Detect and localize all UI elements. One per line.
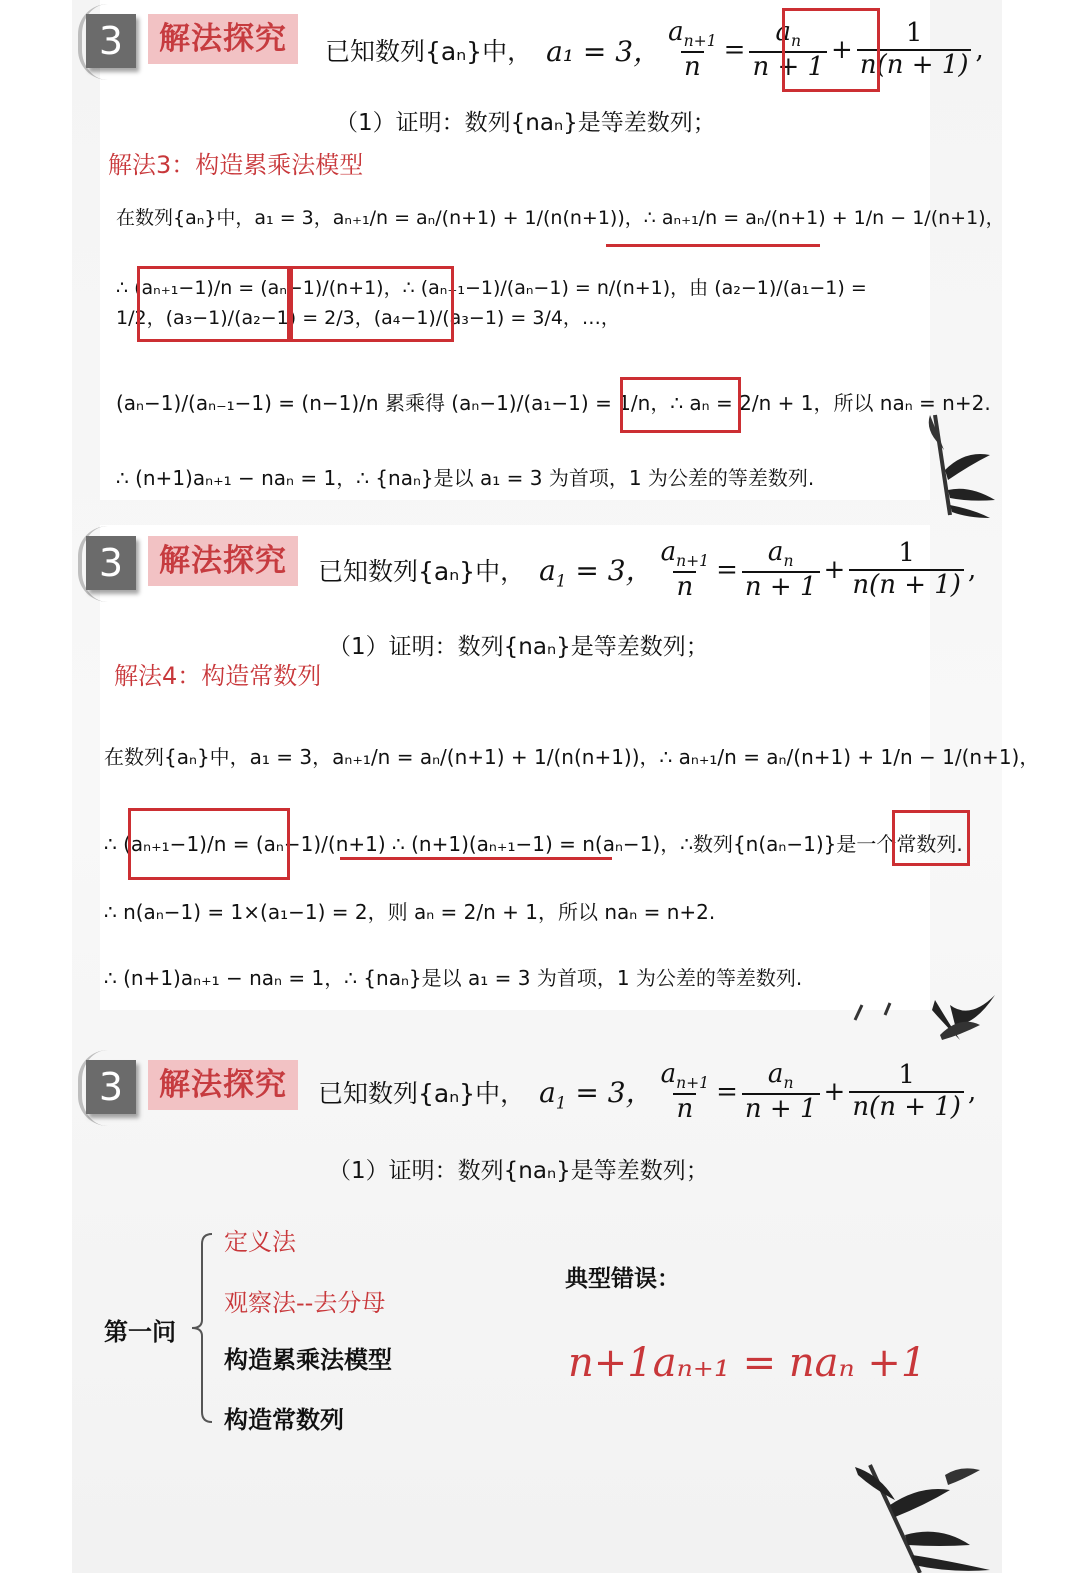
mindmap-bracket — [184, 1228, 224, 1428]
underline-mark — [606, 244, 820, 247]
highlight-box — [620, 377, 741, 433]
method-3-line3 — [116, 366, 991, 436]
section-1-question: （1）证明：数列{naₙ}是等差数列； — [335, 110, 716, 136]
section-2-question: （1）证明：数列{naₙ}是等差数列； — [328, 634, 709, 660]
mindmap-root: 第一问 — [104, 1318, 176, 1346]
section-1-badge — [78, 10, 308, 74]
given-a1: a₁ = 3， — [546, 35, 662, 68]
fraction: $\frac{a_{n+1}}{n}$ — [668, 16, 717, 82]
section-3-question: （1）证明：数列{naₙ}是等差数列； — [328, 1158, 709, 1184]
bamboo-leaves-icon — [850, 1455, 1000, 1573]
section-3-badge — [78, 1056, 308, 1120]
section-3-given: 已知数列{aₙ}中， $a_1 = 3$， $\frac{a_{n+1}}{n}$ = $\frac{a_n}{n + 1}$ + $\frac{1}{n(n + 1)}$ , — [318, 1058, 977, 1124]
badge-number: 3 — [86, 14, 136, 68]
given-text: 已知数列{aₙ}中， — [318, 1079, 526, 1108]
fraction: $\frac{a_{n+1}}{n}$ — [660, 536, 710, 602]
highlight-box — [128, 808, 290, 880]
fraction: $\frac{a_{n+1}}{n}$ — [660, 1058, 710, 1124]
branch-definition: 定义法 — [224, 1228, 296, 1256]
method-3-line1 — [116, 186, 1005, 246]
method-4-line1 — [104, 725, 1039, 785]
section-2-badge — [78, 532, 308, 596]
fraction: $\frac{1}{n(n + 1)}$ — [857, 19, 972, 81]
given-text: 已知数列{aₙ}中， — [325, 37, 533, 66]
line-text: ∴ n(aₙ−1) = 1×(a₁−1) = 2，则 aₙ = 2/n + 1，所以 naₙ = n+2. — [104, 899, 716, 924]
underline-mark — [340, 857, 612, 860]
line-text: (aₙ−1)/(aₙ₋₁−1) = (n−1)/n 累乘得 (aₙ−1)/(a₁−1) = 1/n，∴ aₙ = 2/n + 1，所以 naₙ = n+2. — [116, 390, 991, 415]
line-text: ∴ (aₙ₊₁−1)/n = (aₙ−1)/(n+1) ∴ (n+1)(aₙ₊₁−1) = n(aₙ−1)，∴数列{n(aₙ−1)}是一个常数列. — [104, 831, 963, 856]
highlight-box — [892, 810, 970, 866]
error-title: 典型错误： — [565, 1266, 680, 1292]
bamboo-leaves-icon — [920, 410, 1000, 520]
method-3-title: 解法3：构造累乘法模型 — [108, 151, 364, 179]
line-text: ∴ (aₙ₊₁−1)/n = (aₙ−1)/(n+1)，∴ (aₙ₊₁−1)/(aₙ−1) = n/(n+1)，由 (a₂−1)/(a₁−1) = 1/2，(a₃−1)/(a₂−1) = 2/3，(a₄−1)/(a₃−1) = 3/4，…， — [116, 276, 867, 329]
fraction: $\frac{1}{n(n + 1)}$ — [849, 1061, 964, 1123]
branch-constant: 构造常数列 — [224, 1406, 344, 1434]
fraction: $\frac{a_n}{n + 1}$ — [742, 538, 820, 603]
method-3-line4: ∴ (n+1)aₙ₊₁ − naₙ = 1，∴ {naₙ}是以 a₁ = 3 为首项，1 为公差的等差数列. — [116, 466, 815, 490]
branch-product: 构造累乘法模型 — [224, 1346, 392, 1374]
line-text: 在数列{aₙ}中，a₁ = 3，aₙ₊₁/n = aₙ/(n+1) + 1/(n(n+1))，∴ aₙ₊₁/n = aₙ/(n+1) + 1/n − 1/(n+1)， — [104, 744, 1040, 769]
highlight-box — [290, 266, 454, 342]
method-4-line3 — [104, 880, 715, 940]
method-4-title: 解法4：构造常数列 — [114, 662, 322, 690]
given-text: 已知数列{aₙ}中， — [318, 557, 526, 586]
badge-number: 3 — [86, 1060, 136, 1114]
fraction: $\frac{a_n}{n + 1}$ — [749, 18, 827, 83]
badge-label: 解法探究 — [148, 1060, 298, 1110]
error-formula: n+1aₙ₊₁ = naₙ +1 — [568, 1340, 927, 1386]
section-1-given: 已知数列{aₙ}中， a₁ = 3， $\frac{a_{n+1}}{n}$ = $\frac{a_n}{n + 1}$ + $\frac{1}{n(n + 1)}$ , — [325, 16, 984, 82]
badge-number: 3 — [86, 536, 136, 590]
method-4-line4: ∴ (n+1)aₙ₊₁ − naₙ = 1，∴ {naₙ}是以 a₁ = 3 为首项，1 为公差的等差数列. — [104, 966, 803, 990]
highlight-box — [137, 266, 290, 342]
fraction: $\frac{1}{n(n + 1)}$ — [849, 539, 964, 601]
line-text: 在数列{aₙ}中，a₁ = 3，aₙ₊₁/n = aₙ/(n+1) + 1/(n(n+1))，∴ aₙ₊₁/n = aₙ/(n+1) + 1/n − 1/(n+1)， — [116, 206, 1005, 229]
highlight-box — [782, 8, 880, 92]
fraction: $\frac{a_n}{n + 1}$ — [742, 1060, 820, 1125]
badge-label: 解法探究 — [148, 14, 298, 64]
badge-label: 解法探究 — [148, 536, 298, 586]
section-2-given: 已知数列{aₙ}中， $a_1 = 3$， $\frac{a_{n+1}}{n}$ = $\frac{a_n}{n + 1}$ + $\frac{1}{n(n + 1)}$ , — [318, 536, 977, 602]
branch-observation: 观察法--去分母 — [224, 1289, 386, 1317]
bamboo-leaves-icon — [850, 985, 1000, 1045]
